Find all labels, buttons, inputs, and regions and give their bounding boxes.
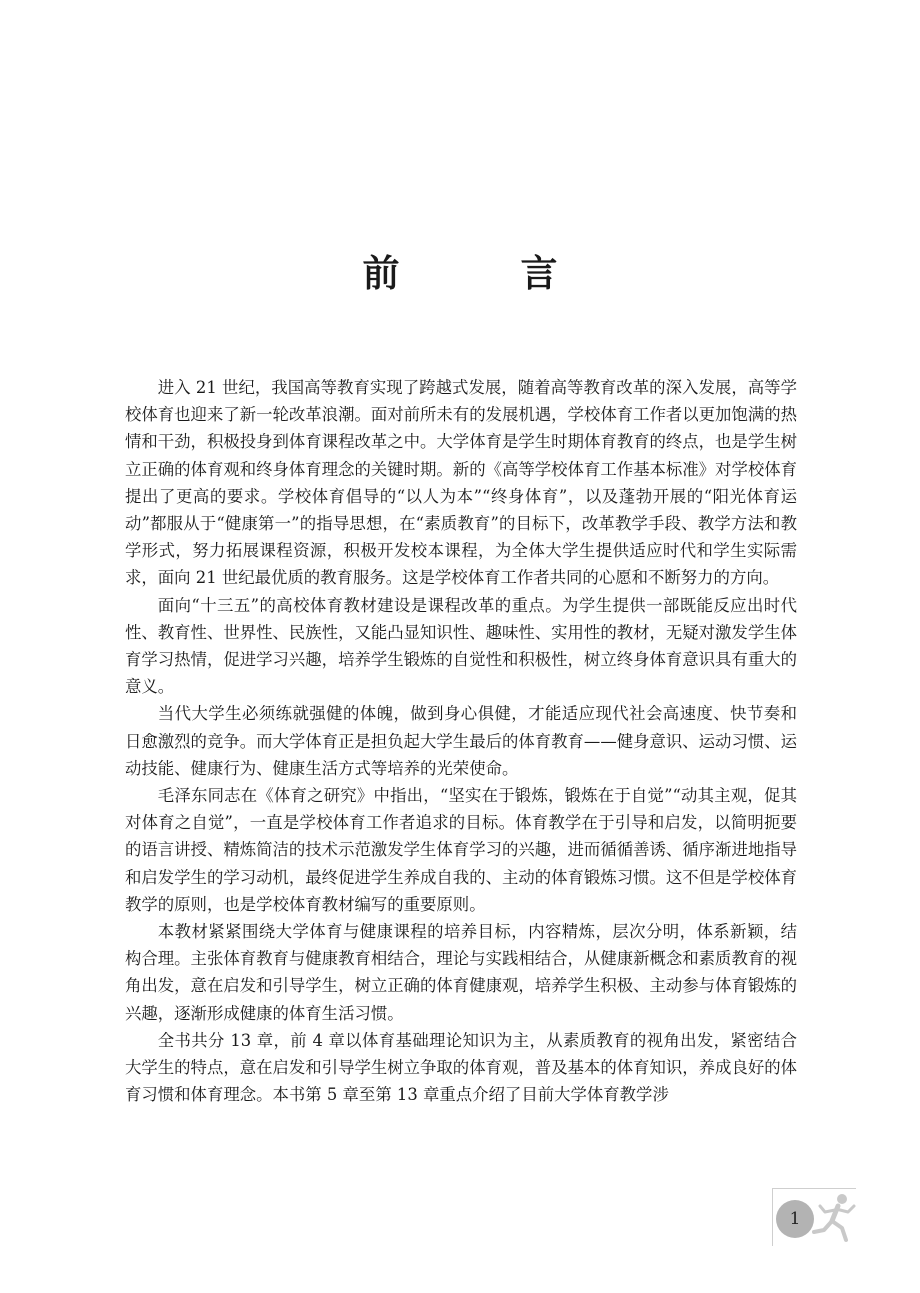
footer-horizontal-rule xyxy=(772,1188,856,1189)
paragraph: 当代大学生必须练就强健的体魄，做到身心俱健，才能适应现代社会高速度、快节奏和日愈激烈的竞争。而大学体育正是担负起大学生最后的体育教育——健身意识、运动习惯、运动技能、健康行为、健康生活方式等培养的光荣使命。 xyxy=(125,704,798,778)
preface-body xyxy=(125,374,797,1108)
paragraph: 进入 21 世纪，我国高等教育实现了跨越式发展，随着高等教育改革的深入发展，高等学校体育也迎来了新一轮改革浪潮。面对前所未有的发展机遇，学校体育工作者以更加饱满的热情和干劲，积极投身到体育课程改革之中。大学体育是学生时期体育教育的终点，也是学生树立正确的体育观和终身体育理念的关键时期。新的《高等学校体育工作基本标准》对学校体育提出了更高的要求。学校体育倡导的“以人为本”“终身体育”，以及蓬勃开展的“阳光体育运动”都服从于“健康第一”的指导思想，在“素质教育”的目标下，改革教学手段、教学方法和教学形式，努力拓展课程资源，积极开发校本课程，为全体大学生提供适应时代和学生实际需求，面向 21 世纪最优质的教育服务。这是学校体育工作者共同的心愿和不断努力的方向。 xyxy=(125,378,798,588)
page-number: 1 xyxy=(776,1200,814,1238)
paragraph: 全书共分 13 章，前 4 章以体育基础理论知识为主，从素质教育的视角出发，紧密结合大学生的特点，意在启发和引导学生树立争取的体育观，普及基本的体育知识，养成良好的体育习惯和体育理念。本书第 5 章至第 13 章重点介绍了目前大学体育教学涉 xyxy=(125,1030,798,1105)
paragraph: 毛泽东同志在《体育之研究》中指出，“坚实在于锻炼，锻炼在于自觉”“动其主观，促其对体育之自觉”，一直是学校体育工作者追求的目标。体育教学在于引导和启发，以简明扼要的语言讲授、精炼简洁的技术示范激发学生体育学习的兴趣，进而循循善诱、循序渐进地指导和启发学生的学习动机，最终促进学生养成自我的、主动的体育锻炼习惯。这不但是学校体育教学的原则，也是学校体育教材编写的重要原则。 xyxy=(125,786,798,914)
page-footer xyxy=(770,1186,860,1248)
runner-icon xyxy=(808,1190,858,1246)
paragraph: 面向“十三五”的高校体育教材建设是课程改革的重点。为学生提供一部既能反应出时代性、教育性、世界性、民族性，又能凸显知识性、趣味性、实用性的教材，无疑对激发学生体育学习热情，促进学习兴趣，培养学生锻炼的自觉性和积极性，树立终身体育意识具有重大的意义。 xyxy=(125,595,798,697)
footer-vertical-rule xyxy=(772,1188,773,1246)
paragraph: 本教材紧紧围绕大学体育与健康课程的培养目标，内容精炼，层次分明，体系新颖，结构合理。主张体育教育与健康教育相结合，理论与实践相结合，从健康新概念和素质教育的视角出发，意在启发和引导学生，树立正确的体育健康观，培养学生积极、主动参与体育锻炼的兴趣，逐渐形成健康的体育生活习惯。 xyxy=(125,922,798,1023)
page-title: 前 言 xyxy=(362,252,600,295)
